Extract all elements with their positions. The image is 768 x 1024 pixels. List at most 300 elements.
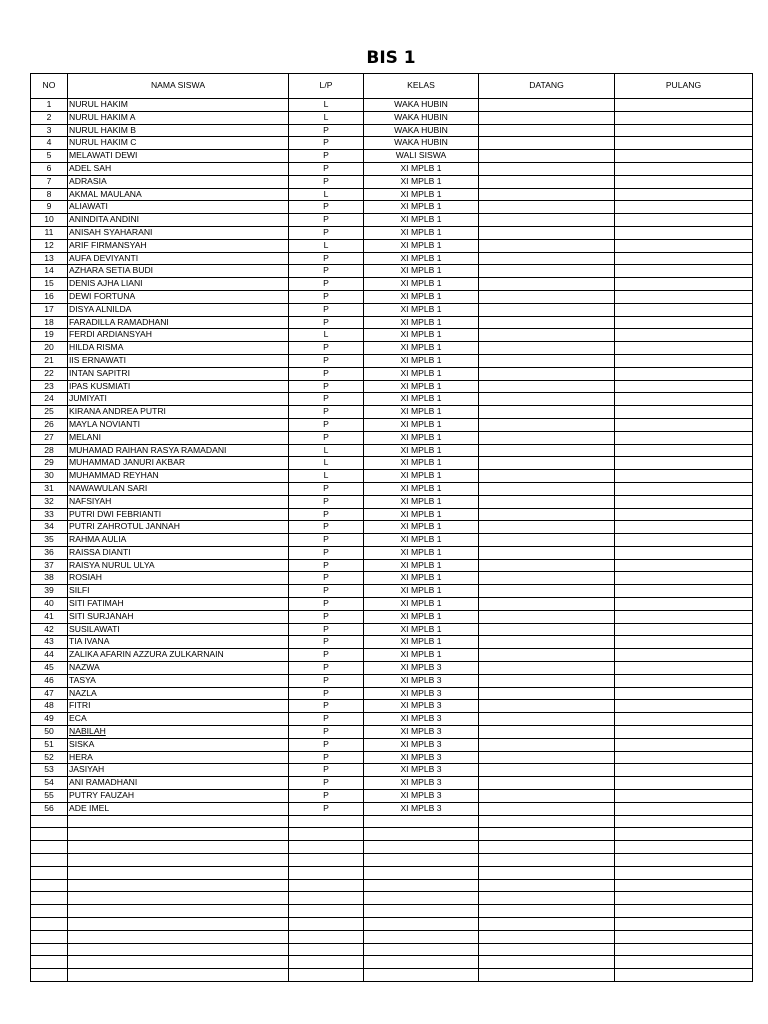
cell-no xyxy=(31,226,68,239)
cell-nama-siswa xyxy=(68,956,289,969)
cell-nama-siswa xyxy=(68,444,289,457)
cell-pulang xyxy=(615,790,753,803)
cell-nama-siswa-text: ECA xyxy=(69,713,87,724)
cell-datang xyxy=(479,636,615,649)
cell-datang xyxy=(479,457,615,470)
cell-kelas xyxy=(364,943,479,956)
cell-nama-siswa-text: TIA IVANA xyxy=(69,636,110,647)
table-row xyxy=(31,662,753,675)
cell-datang xyxy=(479,201,615,214)
cell-nama-siswa-text: SITI FATIMAH xyxy=(69,598,124,609)
cell-nama-siswa xyxy=(68,290,289,303)
cell-lp xyxy=(289,354,364,367)
cell-pulang xyxy=(615,99,753,112)
table-row xyxy=(31,214,753,227)
cell-kelas xyxy=(364,495,479,508)
table-row xyxy=(31,546,753,559)
cell-kelas xyxy=(364,316,479,329)
cell-lp xyxy=(289,303,364,316)
cell-nama-siswa xyxy=(68,930,289,943)
cell-no-text: 40 xyxy=(44,598,54,609)
table-row xyxy=(31,738,753,751)
cell-kelas-text: XI MPLB 3 xyxy=(400,662,442,673)
header-lp: L/P xyxy=(289,74,364,99)
cell-pulang xyxy=(615,150,753,163)
cell-no xyxy=(31,278,68,291)
cell-no-text: 5 xyxy=(46,150,52,161)
cell-no-text: 23 xyxy=(44,380,54,391)
table-row xyxy=(31,482,753,495)
cell-no xyxy=(31,431,68,444)
cell-lp xyxy=(289,380,364,393)
cell-kelas xyxy=(364,482,479,495)
cell-lp-text: P xyxy=(323,764,329,775)
cell-lp xyxy=(289,572,364,585)
cell-lp xyxy=(289,930,364,943)
cell-no-text: 3 xyxy=(46,124,52,135)
cell-lp-text: P xyxy=(323,585,329,596)
cell-no-text: 20 xyxy=(44,342,54,353)
cell-kelas xyxy=(364,508,479,521)
cell-datang xyxy=(479,918,615,931)
cell-no xyxy=(31,572,68,585)
cell-lp xyxy=(289,687,364,700)
cell-lp xyxy=(289,162,364,175)
cell-nama-siswa xyxy=(68,137,289,150)
cell-kelas xyxy=(364,150,479,163)
cell-kelas-text: XI MPLB 1 xyxy=(400,342,442,353)
cell-datang xyxy=(479,956,615,969)
cell-kelas-text: XI MPLB 1 xyxy=(400,290,442,301)
cell-nama-siswa-text: PUTRI ZAHROTUL JANNAH xyxy=(69,521,180,532)
cell-nama-siswa-text: RAISSA DIANTI xyxy=(69,546,131,557)
cell-nama-siswa xyxy=(68,918,289,931)
cell-nama-siswa xyxy=(68,406,289,419)
cell-nama-siswa xyxy=(68,662,289,675)
cell-datang xyxy=(479,124,615,137)
cell-kelas xyxy=(364,713,479,726)
cell-datang xyxy=(479,802,615,815)
cell-no-text: 54 xyxy=(44,777,54,788)
cell-lp xyxy=(289,546,364,559)
table-row xyxy=(31,572,753,585)
cell-nama-siswa xyxy=(68,431,289,444)
cell-kelas-text: XI MPLB 1 xyxy=(400,226,442,237)
cell-nama-siswa-text: TASYA xyxy=(69,674,96,685)
cell-lp-text: L xyxy=(323,99,329,109)
cell-datang xyxy=(479,943,615,956)
cell-no-text: 41 xyxy=(44,610,54,621)
cell-lp-text: P xyxy=(323,636,329,647)
cell-lp xyxy=(289,124,364,137)
cell-kelas xyxy=(364,406,479,419)
cell-no-text: 27 xyxy=(44,431,54,442)
cell-lp xyxy=(289,239,364,252)
cell-lp xyxy=(289,726,364,739)
cell-datang xyxy=(479,482,615,495)
table-row xyxy=(31,150,753,163)
cell-datang xyxy=(479,239,615,252)
cell-no xyxy=(31,175,68,188)
cell-nama-siswa xyxy=(68,764,289,777)
cell-lp-text: L xyxy=(323,329,329,340)
cell-lp-text: P xyxy=(323,687,329,698)
cell-kelas-text: XI MPLB 1 xyxy=(400,265,442,276)
cell-no xyxy=(31,879,68,892)
cell-nama-siswa xyxy=(68,687,289,700)
table-row xyxy=(31,495,753,508)
cell-nama-siswa xyxy=(68,969,289,982)
cell-lp-text: P xyxy=(323,393,329,404)
empty-table-row xyxy=(31,892,753,905)
cell-pulang xyxy=(615,546,753,559)
cell-no xyxy=(31,303,68,316)
empty-table-row xyxy=(31,943,753,956)
cell-datang xyxy=(479,649,615,662)
cell-no xyxy=(31,751,68,764)
cell-nama-siswa-text: JASIYAH xyxy=(69,764,105,775)
cell-kelas-text: XI MPLB 1 xyxy=(400,214,442,225)
cell-lp xyxy=(289,393,364,406)
cell-pulang xyxy=(615,406,753,419)
cell-lp xyxy=(289,815,364,828)
cell-datang xyxy=(479,367,615,380)
cell-pulang xyxy=(615,930,753,943)
cell-no-text: 38 xyxy=(44,572,54,583)
cell-kelas xyxy=(364,700,479,713)
cell-datang xyxy=(479,623,615,636)
cell-no xyxy=(31,444,68,457)
cell-nama-siswa xyxy=(68,815,289,828)
cell-kelas-text: XI MPLB 1 xyxy=(400,585,442,596)
cell-no-text: 44 xyxy=(44,649,54,660)
cell-kelas-text: XI MPLB 1 xyxy=(400,534,442,545)
cell-nama-siswa-text: NURUL HAKIM xyxy=(69,99,128,109)
cell-nama-siswa xyxy=(68,380,289,393)
cell-no xyxy=(31,802,68,815)
cell-lp-text: P xyxy=(323,649,329,660)
cell-lp-text: L xyxy=(323,470,329,481)
cell-datang xyxy=(479,444,615,457)
table-row xyxy=(31,226,753,239)
table-row xyxy=(31,367,753,380)
cell-pulang xyxy=(615,265,753,278)
cell-no xyxy=(31,150,68,163)
cell-no xyxy=(31,380,68,393)
cell-kelas-text: WAKA HUBIN xyxy=(394,137,448,148)
cell-no xyxy=(31,559,68,572)
cell-kelas xyxy=(364,354,479,367)
cell-datang xyxy=(479,111,615,124)
cell-lp-text: L xyxy=(323,444,329,455)
cell-nama-siswa-text: ANI RAMADHANI xyxy=(69,777,138,788)
cell-lp xyxy=(289,943,364,956)
cell-lp-text: P xyxy=(323,508,329,519)
cell-lp-text: P xyxy=(323,162,329,173)
cell-nama-siswa-text: FARADILLA RAMADHANI xyxy=(69,316,169,327)
cell-pulang xyxy=(615,495,753,508)
cell-datang xyxy=(479,495,615,508)
cell-nama-siswa-text: ALIAWATI xyxy=(69,201,108,212)
cell-no-text: 25 xyxy=(44,406,54,417)
table-row xyxy=(31,751,753,764)
cell-no xyxy=(31,99,68,112)
cell-no-text: 39 xyxy=(44,585,54,596)
cell-kelas xyxy=(364,418,479,431)
attendance-table xyxy=(30,73,753,982)
cell-lp-text: P xyxy=(323,252,329,263)
cell-kelas xyxy=(364,559,479,572)
cell-no xyxy=(31,239,68,252)
cell-kelas xyxy=(364,444,479,457)
empty-table-row xyxy=(31,918,753,931)
cell-nama-siswa xyxy=(68,188,289,201)
cell-nama-siswa-text: ANISAH SYAHARANI xyxy=(69,226,153,237)
cell-nama-siswa xyxy=(68,329,289,342)
cell-kelas-text: XI MPLB 1 xyxy=(400,367,442,378)
cell-no xyxy=(31,713,68,726)
cell-lp-text: P xyxy=(323,738,329,749)
cell-lp xyxy=(289,790,364,803)
cell-kelas xyxy=(364,892,479,905)
cell-pulang xyxy=(615,892,753,905)
cell-nama-siswa xyxy=(68,214,289,227)
cell-datang xyxy=(479,738,615,751)
cell-no xyxy=(31,290,68,303)
cell-kelas xyxy=(364,111,479,124)
cell-no-text: 18 xyxy=(44,316,54,327)
cell-nama-siswa-text: MAYLA NOVIANTI xyxy=(69,418,140,429)
cell-nama-siswa xyxy=(68,175,289,188)
cell-no xyxy=(31,700,68,713)
cell-lp-text: P xyxy=(323,559,329,570)
cell-lp-text: P xyxy=(323,278,329,289)
table-row xyxy=(31,777,753,790)
cell-nama-siswa xyxy=(68,354,289,367)
cell-no-text: 24 xyxy=(44,393,54,404)
cell-kelas xyxy=(364,175,479,188)
cell-lp-text: P xyxy=(323,662,329,673)
cell-nama-siswa xyxy=(68,162,289,175)
cell-no-text: 50 xyxy=(44,726,54,737)
cell-lp xyxy=(289,802,364,815)
cell-no-text: 53 xyxy=(44,764,54,775)
cell-kelas xyxy=(364,188,479,201)
cell-datang xyxy=(479,841,615,854)
cell-lp-text: P xyxy=(323,265,329,276)
empty-table-row xyxy=(31,866,753,879)
cell-nama-siswa xyxy=(68,342,289,355)
cell-lp xyxy=(289,175,364,188)
header-datang: DATANG xyxy=(479,74,615,99)
cell-datang xyxy=(479,866,615,879)
cell-pulang xyxy=(615,162,753,175)
cell-no xyxy=(31,956,68,969)
cell-no xyxy=(31,649,68,662)
header-row xyxy=(31,74,753,99)
cell-lp xyxy=(289,956,364,969)
empty-table-row xyxy=(31,905,753,918)
cell-no-text: 48 xyxy=(44,700,54,711)
cell-kelas-text: XI MPLB 3 xyxy=(400,802,442,813)
cell-no-text: 35 xyxy=(44,534,54,545)
cell-datang xyxy=(479,380,615,393)
header-pulang: PULANG xyxy=(615,74,753,99)
cell-datang xyxy=(479,559,615,572)
table-row xyxy=(31,162,753,175)
cell-datang xyxy=(479,137,615,150)
cell-kelas xyxy=(364,546,479,559)
cell-nama-siswa xyxy=(68,636,289,649)
cell-kelas-text: XI MPLB 1 xyxy=(400,623,442,634)
cell-lp xyxy=(289,137,364,150)
cell-no xyxy=(31,623,68,636)
cell-datang xyxy=(479,406,615,419)
cell-lp-text: P xyxy=(323,572,329,583)
table-row xyxy=(31,610,753,623)
cell-nama-siswa-text: MUHAMAD RAIHAN RASYA RAMADANI xyxy=(69,444,227,455)
cell-datang xyxy=(479,764,615,777)
cell-datang xyxy=(479,290,615,303)
cell-no xyxy=(31,918,68,931)
cell-nama-siswa-text: MUHAMMAD REYHAN xyxy=(69,470,159,481)
cell-no-text: 26 xyxy=(44,418,54,429)
cell-pulang xyxy=(615,559,753,572)
table-row xyxy=(31,354,753,367)
cell-lp-text: P xyxy=(323,354,329,365)
cell-datang xyxy=(479,610,615,623)
cell-no xyxy=(31,201,68,214)
cell-datang xyxy=(479,687,615,700)
table-row xyxy=(31,700,753,713)
cell-datang xyxy=(479,150,615,163)
cell-pulang xyxy=(615,700,753,713)
cell-no xyxy=(31,790,68,803)
cell-nama-siswa xyxy=(68,418,289,431)
cell-kelas xyxy=(364,764,479,777)
table-row xyxy=(31,790,753,803)
cell-datang xyxy=(479,470,615,483)
cell-kelas-text: XI MPLB 3 xyxy=(400,790,442,801)
cell-nama-siswa-text: AZHARA SETIA BUDI xyxy=(69,265,154,276)
cell-lp xyxy=(289,610,364,623)
cell-kelas xyxy=(364,380,479,393)
cell-datang xyxy=(479,316,615,329)
cell-lp-text: P xyxy=(323,124,329,135)
table-row xyxy=(31,252,753,265)
cell-kelas-text: XI MPLB 3 xyxy=(400,751,442,762)
cell-lp-text: P xyxy=(323,137,329,148)
cell-nama-siswa xyxy=(68,534,289,547)
cell-no xyxy=(31,636,68,649)
cell-no-text: 6 xyxy=(46,162,52,173)
cell-kelas xyxy=(364,572,479,585)
cell-lp xyxy=(289,854,364,867)
table-row xyxy=(31,764,753,777)
cell-no xyxy=(31,508,68,521)
cell-nama-siswa-text: FITRI xyxy=(69,700,91,711)
cell-pulang xyxy=(615,342,753,355)
cell-kelas xyxy=(364,751,479,764)
cell-lp xyxy=(289,278,364,291)
cell-kelas-text: XI MPLB 1 xyxy=(400,188,442,199)
cell-kelas-text: XI MPLB 1 xyxy=(400,418,442,429)
table-row xyxy=(31,649,753,662)
cell-pulang xyxy=(615,764,753,777)
cell-lp xyxy=(289,866,364,879)
cell-kelas xyxy=(364,342,479,355)
header-nama-siswa: NAMA SISWA xyxy=(68,74,289,99)
cell-lp xyxy=(289,918,364,931)
cell-lp xyxy=(289,969,364,982)
cell-nama-siswa xyxy=(68,482,289,495)
cell-nama-siswa xyxy=(68,726,289,739)
cell-no-text: 16 xyxy=(44,290,54,301)
cell-no xyxy=(31,188,68,201)
cell-no-text: 55 xyxy=(44,790,54,801)
cell-lp-text: P xyxy=(323,431,329,442)
cell-no xyxy=(31,124,68,137)
cell-kelas xyxy=(364,674,479,687)
cell-datang xyxy=(479,572,615,585)
table-row xyxy=(31,239,753,252)
cell-lp xyxy=(289,111,364,124)
cell-kelas xyxy=(364,239,479,252)
cell-pulang xyxy=(615,380,753,393)
cell-kelas xyxy=(364,854,479,867)
cell-kelas xyxy=(364,649,479,662)
cell-nama-siswa xyxy=(68,713,289,726)
cell-nama-siswa xyxy=(68,508,289,521)
cell-pulang xyxy=(615,969,753,982)
cell-lp xyxy=(289,623,364,636)
cell-pulang xyxy=(615,393,753,406)
cell-kelas-text: XI MPLB 1 xyxy=(400,329,442,340)
cell-datang xyxy=(479,329,615,342)
cell-kelas-text: WALI SISWA xyxy=(395,150,447,161)
cell-nama-siswa-text: NAZWA xyxy=(69,662,100,673)
cell-datang xyxy=(479,175,615,188)
cell-kelas-text: XI MPLB 1 xyxy=(400,495,442,506)
cell-kelas xyxy=(364,124,479,137)
table-row xyxy=(31,380,753,393)
cell-no-text: 11 xyxy=(44,226,54,237)
cell-no xyxy=(31,777,68,790)
cell-no xyxy=(31,495,68,508)
cell-no xyxy=(31,482,68,495)
cell-no-text: 4 xyxy=(46,137,52,148)
cell-datang xyxy=(479,265,615,278)
cell-lp-text: P xyxy=(323,150,329,161)
cell-nama-siswa-text: AUFA DEVIYANTI xyxy=(69,252,139,263)
cell-kelas xyxy=(364,367,479,380)
cell-lp-text: P xyxy=(323,175,329,186)
cell-pulang xyxy=(615,444,753,457)
cell-pulang xyxy=(615,137,753,150)
cell-kelas xyxy=(364,534,479,547)
cell-datang xyxy=(479,726,615,739)
cell-no xyxy=(31,546,68,559)
cell-no xyxy=(31,418,68,431)
cell-nama-siswa-text: IPAS KUSMIATI xyxy=(69,380,131,391)
cell-nama-siswa-text: AKMAL MAULANA xyxy=(69,188,142,199)
cell-lp xyxy=(289,495,364,508)
cell-nama-siswa xyxy=(68,521,289,534)
cell-nama-siswa-text: MELANI xyxy=(69,431,101,442)
cell-nama-siswa-text: RAHMA AULIA xyxy=(69,534,127,545)
cell-nama-siswa-text: SUSILAWATI xyxy=(69,623,120,634)
cell-nama-siswa-text: DENIS AJHA LIANI xyxy=(69,278,143,289)
